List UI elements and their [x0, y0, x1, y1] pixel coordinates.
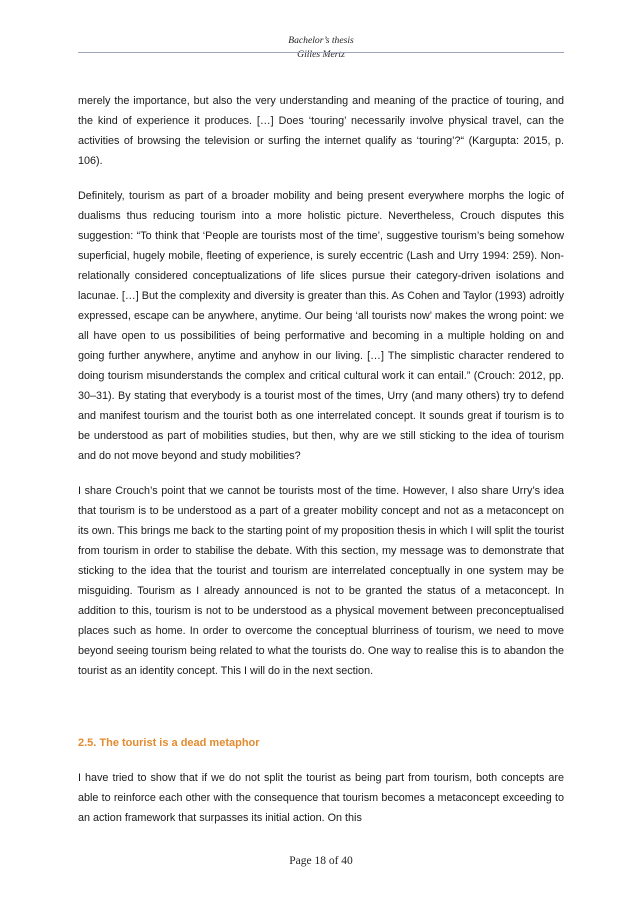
header-author: Gilles Mertz [297, 49, 345, 60]
page-number: Page 18 of 40 [289, 855, 353, 867]
section-body [78, 768, 564, 828]
paragraph: I share Crouch’s point that we cannot be tourists most of the time. However, I also share Urry’s idea that tourism is to be understood as a part of a greater mobility concept and not as a metaconcept on its own. This brings me back to the starting point of my proposition thesis in which I will split the tourist from tourism in order to stabilise the debate. With this section, my message was to demonstrate that sticking to the idea that the tourist and tourism are interrelated conceptually in one system may be misguiding. Tourism as I already announced is not to be granted the status of a metaconcept. In addition to this, tourism is not to be understood as a physical movement between preconceptualised places such as home. In order to overcome the conceptual blurriness of tourism, we need to move beyond seeing tourism being related to what the tourists do. One way to realise this is to abandon the tourist as an identity concept. This I will do in the next section. [78, 485, 564, 677]
running-header [78, 34, 564, 62]
paragraph: Definitely, tourism as part of a broader mobility and being present everywhere morphs the logic of dualisms thus reducing tourism into a more holistic picture. Nevertheless, Crouch disputes this suggestion: “To think that ‘People are tourists most of the time’, suggestive tourism’s being somehow superficial, hugely mobile, fleeting of experience, is surely eccentric (Lash and Urry 1994: 259). Non-relationally considered conceptualizations of life slices pursue their category-driven isolations and lacunae. […] But the complexity and diversity is greater than this. As Cohen and Taylor (1993) adroitly expressed, escape can be anywhere, anytime. Our being ‘all tourists now’ makes the wrong point: we all have open to us possibilities of being performative and becoming in a multiple holding on and going further anywhere, anytime and anyhow in our living. […] The simplistic character rendered to doing tourism misunderstands the complex and critical cultural work it can entail.” (Crouch: 2012, pp. 30–31). By stating that everybody is a tourist most of the times, Urry (and many others) try to defend and manifest tourism and the tourist both as one interrelated concept. It sounds great if tourism is to be understood as part of mobilities studies, but then, why are we still sticking to the idea of tourism and do not move beyond and study mobilities? [78, 190, 564, 462]
header-divider [78, 52, 564, 53]
paragraph: I have tried to show that if we do not split the tourist as being part from tourism, both concepts are able to reinforce each other with the consequence that tourism becomes a metaconcept exceeding to an action framework that surpasses its initial action. On this [78, 772, 564, 824]
section-heading: 2.5. The tourist is a dead metaphor [78, 737, 260, 749]
header-title: Bachelor’s thesis [288, 35, 354, 46]
body-text [78, 91, 564, 681]
paragraph: merely the importance, but also the very understanding and meaning of the practice of touring, and the kind of experience it produces. […] Does ‘touring’ necessarily involve physical travel, can the activities of browsing the television or surfing the internet qualify as ‘touring’?“ (Kargupta: 2015, p. 106). [78, 95, 564, 167]
